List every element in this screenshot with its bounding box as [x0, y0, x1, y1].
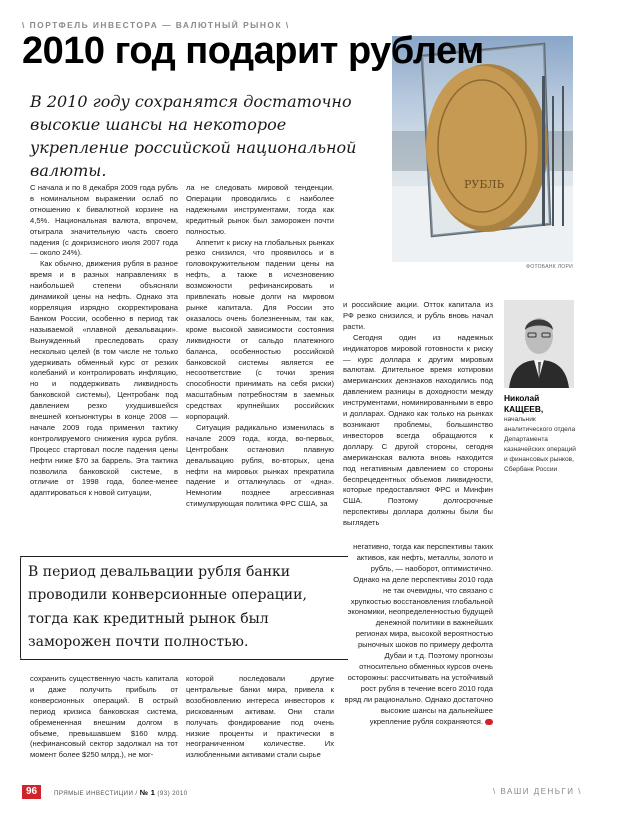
paragraph: ла не следовать мировой тенденции. Операции проводились с наиболее надежными инструментами, тогда как кредитный рынок был заморожен почти полностью.	[186, 183, 334, 236]
paragraph: которой последовали другие центральные банки мира, привела к возобновлению интереса инвесторов к рискованным активам. Они стали получать фондирование под очень низкие проценты и практически в неограниченном количестве. Их излюбленными активами стали сырье	[186, 674, 334, 760]
page-footer	[22, 785, 582, 799]
paragraph: сохранить существенную часть капитала и даже получить прибыль от конверсионных операций. В острый период кризиса банковская система, обремененная внешним долгом в объеме, превышавшем $160 млрд. (нефинансовый сектор задолжал на тот момент более $250 млрд.), не мог-	[30, 674, 178, 760]
body-column-3	[343, 300, 493, 542]
body-column-3-bottom	[343, 542, 493, 784]
author-first-name: Николай	[504, 393, 540, 403]
body-column-1	[30, 183, 178, 563]
author-position: начальник аналитического отдела Департамента казначейских операций и финансовых рынков, Сбербанк России	[504, 416, 576, 473]
publication-name: ПРЯМЫЕ ИНВЕСТИЦИИ /	[54, 790, 138, 797]
publication-info	[54, 788, 188, 797]
article-title: 2010 год подарит рублем	[22, 30, 484, 72]
body-column-1-bottom	[30, 674, 178, 782]
issue-number: № 1	[139, 788, 156, 797]
issue-details: (93) 2010	[157, 790, 188, 797]
pull-quote: В период девальвации рубля банки проводили конверсионные операции, тогда как кредитный рынок был заморожен почти полностью.	[28, 564, 307, 651]
article-lead: В 2010 году сохранятся достаточно высокие шансы на некоторое укрепление российской национальной валюты.	[30, 92, 357, 180]
photo-credit: ФОТОБАНК ЛОРИ	[526, 264, 573, 270]
paragraph: С начала и по 8 декабря 2009 года рубль в номинальном выражении ослаб по отношению к бивалютной корзине на 4,5%. Национальная валюта, впрочем, отыграла значительную часть своего падения (с докризисного июля 2007 года — около 24%).	[30, 183, 178, 258]
paragraph: Аппетит к риску на глобальных рынках резко снизился, что проявилось и в головокружительном падении цены на нефть, а также в исчезновению возможности рефинансировать и привлекать новые долги на мировом рынке капитала. Для России это оказалось очень болезненным, так как, кроме высокой зависимости состояния ликвидности от сальдо платежного баланса, особенностью российской банковской системы является ее несоответствие (с точки зрения способности принимать на себя риски) масштабным потребностям в заемных средствах крупнейших российских корпораций.	[186, 237, 334, 422]
paragraph: Сегодня один из надежных индикаторов мировой готовности к риску — курс доллара к другим мировым валютам. Длительное время котировки американских дензнаков находились под давлением разницы в доходности между инструментами, номинированными в евро и долларах. Однако как только на рынках возникают проблемы, большинство инвесторов всегда обращаются к доллару. С другой стороны, сегодня американская валюта вновь находится под негативным давлением со стороны беспрецедентных объемов ликвидности, которые предоставляют ФРС и Минфин США. Поэтому долгосрочные перспективы доллара должны были бы выглядеть	[343, 332, 493, 528]
pull-quote-box	[20, 556, 348, 660]
closing-text: негативно, тогда как перспективы таких активов, как нефть, металлы, золото и рубль, — наоборот, оптимистично. Однако на деле перспективы 2010 года не так очевидны, что связано с хрупкостью восстановления глобальной экономики, неопределенностью будущей денежной политики в важнейших регионах мира, высокой вероятностью рыночных шоков по примеру дефолта Дубаи и т.д. Поэтому прогнозы относительно обменных курсов очень осторожны: рассчитывать на устойчивый рост рубля в течение всего 2010 года вряд ли рационально. Однако достаточно высокие шансы на дальнейшее укрепление рубля сохраняются.	[344, 542, 493, 726]
page-number: 96	[22, 785, 41, 799]
footer-section-name: \ ВАШИ ДЕНЬГИ \	[493, 787, 582, 796]
body-column-2-bottom	[186, 674, 334, 782]
coin-face	[426, 66, 538, 226]
paragraph: Ситуация радикально изменилась в начале 2009 года, когда, во-первых, Центробанк остановил плавную девальвацию рубля, во-вторых, цена нефти на мировых рынках прекратила падение и отталкнулась от «дна». Немногим позднее агрессивная стимулирующая политика ФРС США, за	[186, 422, 334, 509]
author-block	[504, 393, 579, 475]
author-last-name: КАЩЕЕВ,	[504, 404, 544, 414]
body-column-2	[186, 183, 334, 563]
paragraph	[343, 542, 493, 727]
paragraph: и российские акции. Отток капитала из РФ резко снизился, и рубль вновь начал расти.	[343, 300, 493, 331]
coin-text: РУБЛЬ	[464, 178, 505, 191]
paragraph: Как обычно, движения рубля в разное время и в разных направлениях в наибольшей степени объясняли динамикой цены на нефть. Однако эта корреляция изрядно скорректирована Банком России, особенно в период так называемой «плавной девальвации». Вынужденный преследовать сразу несколько целей (в том числе не только удерживать обменный курс от резких колебаний и контролировать инфляцию, но и поддерживать ликвидность банковской системы), Центробанк под давлением резко ухудшившейся внешней конъюнктуры в конце 2008 — начале 2009 года применил тактику контролируемого снижения курса рубля. Процесс стартовал после падения цены нефти ниже $70 за баррель. Эта тактика позволила банковской системе, в отличие от 1998 года, более-менее адаптироваться к новой ситуации,	[30, 259, 178, 498]
author-portrait	[504, 300, 574, 388]
end-of-article-icon	[485, 719, 493, 725]
section-rubric: \ ПОРТФЕЛЬ ИНВЕСТОРА — ВАЛЮТНЫЙ РЫНОК \	[22, 20, 290, 30]
